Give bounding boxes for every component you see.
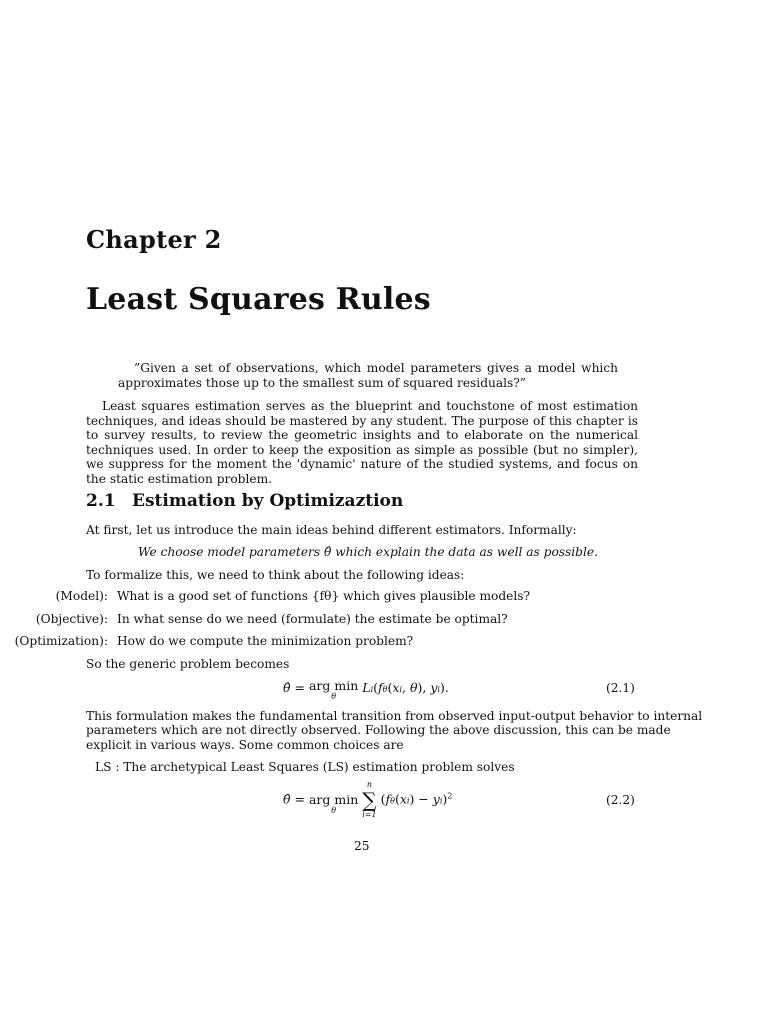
chapter-label: Chapter 2 [86, 225, 222, 254]
body-paragraph: So the generic problem becomes [86, 657, 290, 671]
body-paragraph-line: This formulation makes the fundamental transition from observed input-output behavior to internal [86, 709, 703, 723]
equation-2-2: θ̂ = arg min θ n ∑ i=1 (fθ(xi) − yi)$^2$ [283, 780, 453, 819]
idea-label-model: (Model): [55, 589, 108, 603]
page-number: 25 [354, 839, 370, 853]
idea-text-optimization: How do we compute the minimization problem? [117, 634, 414, 648]
body-paragraph: To formalize this, we need to think about the following ideas: [86, 568, 465, 582]
body-paragraph-line: parameters which are not directly observed. Following the above discussion, this can be made [86, 723, 671, 737]
equation-number: (2.1) [606, 681, 635, 695]
ls-list-item: LS : The archetypical Least Squares (LS) estimation problem solves [95, 760, 515, 774]
section-title: Estimation by Optimizaztion [132, 491, 404, 511]
equation-number: (2.2) [606, 793, 635, 807]
intro-paragraph: Least squares estimation serves as the blueprint and touchstone of most estimation techniques, and ideas should be mastered by any student. The purpose of this chapter is to survey results, to review the geometric insights and to elaborate on the numerical techniques used. In order to keep the exposition as simple as possible (but no simpler), we suppress for the moment the 'dynamic' nature of the studied systems, and focus on the static estimation problem. [86, 399, 638, 486]
idea-label-objective: (Objective): [35, 612, 108, 626]
idea-label-optimization: (Optimization): [14, 634, 108, 648]
section-number: 2.1 [86, 491, 116, 511]
equation-2-1: θ̂ = arg min θ Li(fθ(xi, θ), yi). [283, 678, 449, 701]
idea-text-objective: In what sense do we need (formulate) the estimate be optimal? [117, 612, 508, 626]
section-heading [86, 491, 403, 511]
idea-text-model: What is a good set of functions {fθ} which gives plausible models? [117, 589, 531, 603]
chapter-title: Least Squares Rules [86, 282, 431, 317]
epigraph-quote: ”Given a set of observations, which model parameters gives a model which approximates those up to the smallest sum of squared residuals?” [118, 361, 618, 390]
body-paragraph: At first, let us introduce the main ideas behind different estimators. Informally: [86, 523, 577, 537]
emphasized-statement: We choose model parameters θ̂ which explain the data as well as possible. [138, 545, 598, 559]
body-paragraph-line: explicit in various ways. Some common choices are [86, 738, 404, 752]
